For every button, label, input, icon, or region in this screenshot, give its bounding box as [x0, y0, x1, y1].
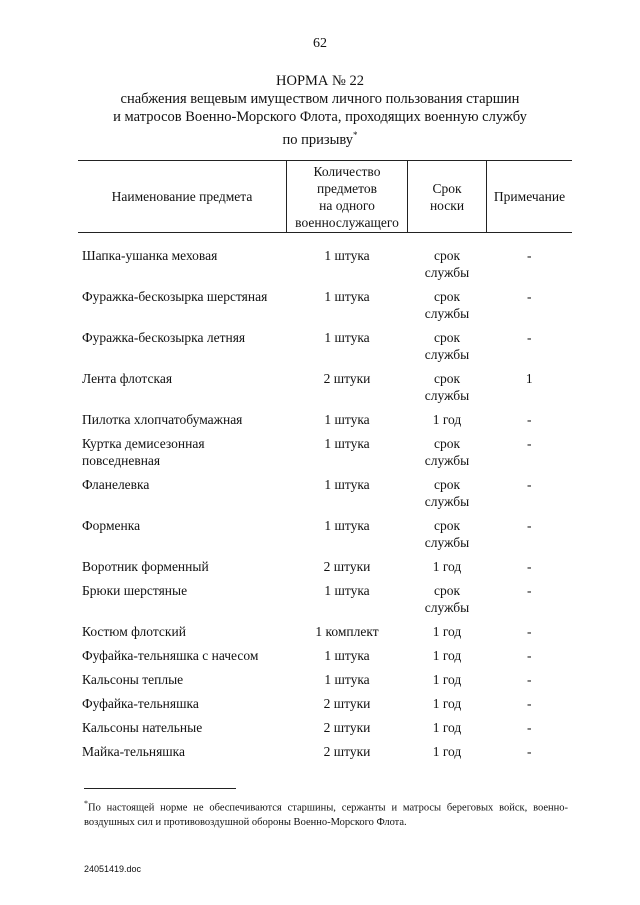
cell-quantity: 2 штуки	[323, 371, 371, 386]
table-row	[78, 411, 572, 428]
table-row	[78, 288, 572, 322]
cell-item-name: Фуражка-бескозырка летняя	[82, 330, 246, 345]
title-line-3: и матросов Военно-Морского Флота, проходящих военную службу	[113, 109, 527, 125]
cell-wear-term: 1 год	[432, 744, 462, 759]
footnote-mark: *	[84, 799, 88, 808]
cell-wear-term: срок службы	[424, 371, 470, 403]
table-row	[78, 435, 572, 469]
cell-wear-term: 1 год	[432, 696, 462, 711]
table-row	[78, 582, 572, 616]
table-row	[78, 647, 572, 664]
cell-quantity: 1 штука	[324, 583, 370, 598]
cell-wear-term: срок службы	[424, 583, 470, 615]
cell-quantity: 2 штуки	[323, 744, 371, 759]
cell-wear-term: срок службы	[424, 289, 470, 321]
cell-wear-term: 1 год	[432, 412, 462, 427]
cell-wear-term: срок службы	[424, 330, 470, 362]
footnote-text: По настоящей норме не обеспечиваются старшины, сержанты и матросы береговых войск, военно-воздушных сил и противовоздушной обороны Военно-Морского Флота.	[84, 802, 568, 828]
footnote-divider	[84, 788, 236, 789]
table-row	[78, 476, 572, 510]
cell-quantity: 1 штука	[324, 289, 370, 304]
table-row	[78, 623, 572, 640]
cell-item-name: Костюм флотский	[82, 624, 186, 639]
cell-note: -	[527, 696, 532, 711]
cell-item-name: Майка-тельняшка	[82, 744, 186, 759]
row-spacer	[78, 322, 572, 329]
table-row	[78, 370, 572, 404]
cell-quantity: 2 штуки	[323, 696, 371, 711]
footnote	[84, 797, 568, 830]
table-row	[78, 329, 572, 363]
table-body	[78, 233, 572, 768]
cell-note: -	[527, 518, 532, 533]
page-number: 62	[313, 36, 327, 51]
table-row	[78, 517, 572, 551]
table-row	[78, 671, 572, 688]
norm-table-wrapper	[78, 160, 572, 767]
title-line-4: по призыву*	[282, 130, 358, 148]
table-row	[78, 719, 572, 736]
document-title	[0, 72, 640, 149]
cell-item-name: Форменка	[82, 518, 141, 533]
row-spacer	[78, 640, 572, 647]
cell-note: -	[527, 583, 532, 598]
cell-note: -	[527, 330, 532, 345]
cell-note: -	[527, 559, 532, 574]
cell-quantity: 1 штука	[324, 518, 370, 533]
cell-item-name: Фуфайка-тельняшка	[82, 696, 199, 711]
cell-quantity: 1 штука	[324, 672, 370, 687]
cell-note: 1	[525, 371, 533, 386]
row-spacer	[78, 688, 572, 695]
header-wear-term: Срок носки	[408, 161, 487, 233]
cell-note: -	[527, 720, 532, 735]
cell-item-name: Пилотка хлопчатобумажная	[82, 412, 243, 427]
row-spacer	[78, 363, 572, 370]
cell-item-name: Фуражка-бескозырка шерстяная	[82, 289, 268, 304]
table-row	[78, 558, 572, 575]
cell-item-name: Лента флотская	[82, 371, 173, 386]
row-spacer	[78, 736, 572, 743]
cell-quantity: 1 штука	[324, 648, 370, 663]
cell-wear-term: 1 год	[432, 559, 462, 574]
row-spacer	[78, 404, 572, 411]
row-spacer	[78, 575, 572, 582]
row-spacer	[78, 281, 572, 288]
row-spacer	[78, 551, 572, 558]
row-spacer	[78, 469, 572, 476]
cell-note: -	[527, 289, 532, 304]
row-spacer	[78, 712, 572, 719]
row-spacer	[78, 664, 572, 671]
row-spacer	[78, 428, 572, 435]
cell-item-name: Куртка демисезонная повседневная	[82, 436, 205, 468]
header-item-name: Наименование предмета	[78, 161, 287, 233]
cell-note: -	[527, 672, 532, 687]
cell-quantity: 1 штука	[324, 248, 370, 263]
table-row	[78, 695, 572, 712]
cell-quantity: 1 штука	[324, 436, 370, 451]
cell-note: -	[527, 648, 532, 663]
cell-note: -	[527, 412, 532, 427]
cell-item-name: Воротник форменный	[82, 559, 209, 574]
table-row	[78, 247, 572, 281]
title-line-1: НОРМА № 22	[276, 73, 364, 89]
cell-wear-term: срок службы	[424, 248, 470, 280]
cell-note: -	[527, 436, 532, 451]
cell-item-name: Брюки шерстяные	[82, 583, 188, 598]
cell-quantity: 1 штука	[324, 477, 370, 492]
cell-note: -	[527, 744, 532, 759]
row-spacer	[78, 510, 572, 517]
row-spacer	[78, 616, 572, 623]
cell-note: -	[527, 248, 532, 263]
cell-item-name: Шапка-ушанка меховая	[82, 248, 218, 263]
cell-wear-term: срок службы	[424, 518, 470, 550]
cell-note: -	[527, 477, 532, 492]
cell-quantity: 1 комплект	[315, 624, 379, 639]
header-quantity: Количество предметов на одного военнослужащего	[287, 161, 408, 233]
table-header-row	[78, 161, 572, 233]
norm-table	[78, 160, 572, 767]
cell-wear-term: срок службы	[424, 436, 470, 468]
cell-item-name: Кальсоны нательные	[82, 720, 203, 735]
cell-wear-term: срок службы	[424, 477, 470, 509]
cell-item-name: Фуфайка-тельняшка с начесом	[82, 648, 259, 663]
table-row	[78, 743, 572, 760]
cell-wear-term: 1 год	[432, 648, 462, 663]
row-spacer	[78, 760, 572, 767]
table-spacer	[78, 233, 572, 248]
cell-item-name: Кальсоны теплые	[82, 672, 184, 687]
title-footnote-mark: *	[352, 130, 358, 140]
document-file-id: 24051419.doc	[84, 864, 142, 874]
cell-wear-term: 1 год	[432, 720, 462, 735]
cell-wear-term: 1 год	[432, 672, 462, 687]
cell-quantity: 1 штука	[324, 412, 370, 427]
cell-quantity: 1 штука	[324, 330, 370, 345]
header-note: Примечание	[487, 161, 573, 233]
cell-note: -	[527, 624, 532, 639]
cell-quantity: 2 штуки	[323, 559, 371, 574]
cell-quantity: 2 штуки	[323, 720, 371, 735]
title-line-2: снабжения вещевым имуществом личного пользования старшин	[120, 91, 520, 107]
cell-wear-term: 1 год	[432, 624, 462, 639]
cell-item-name: Фланелевка	[82, 477, 150, 492]
